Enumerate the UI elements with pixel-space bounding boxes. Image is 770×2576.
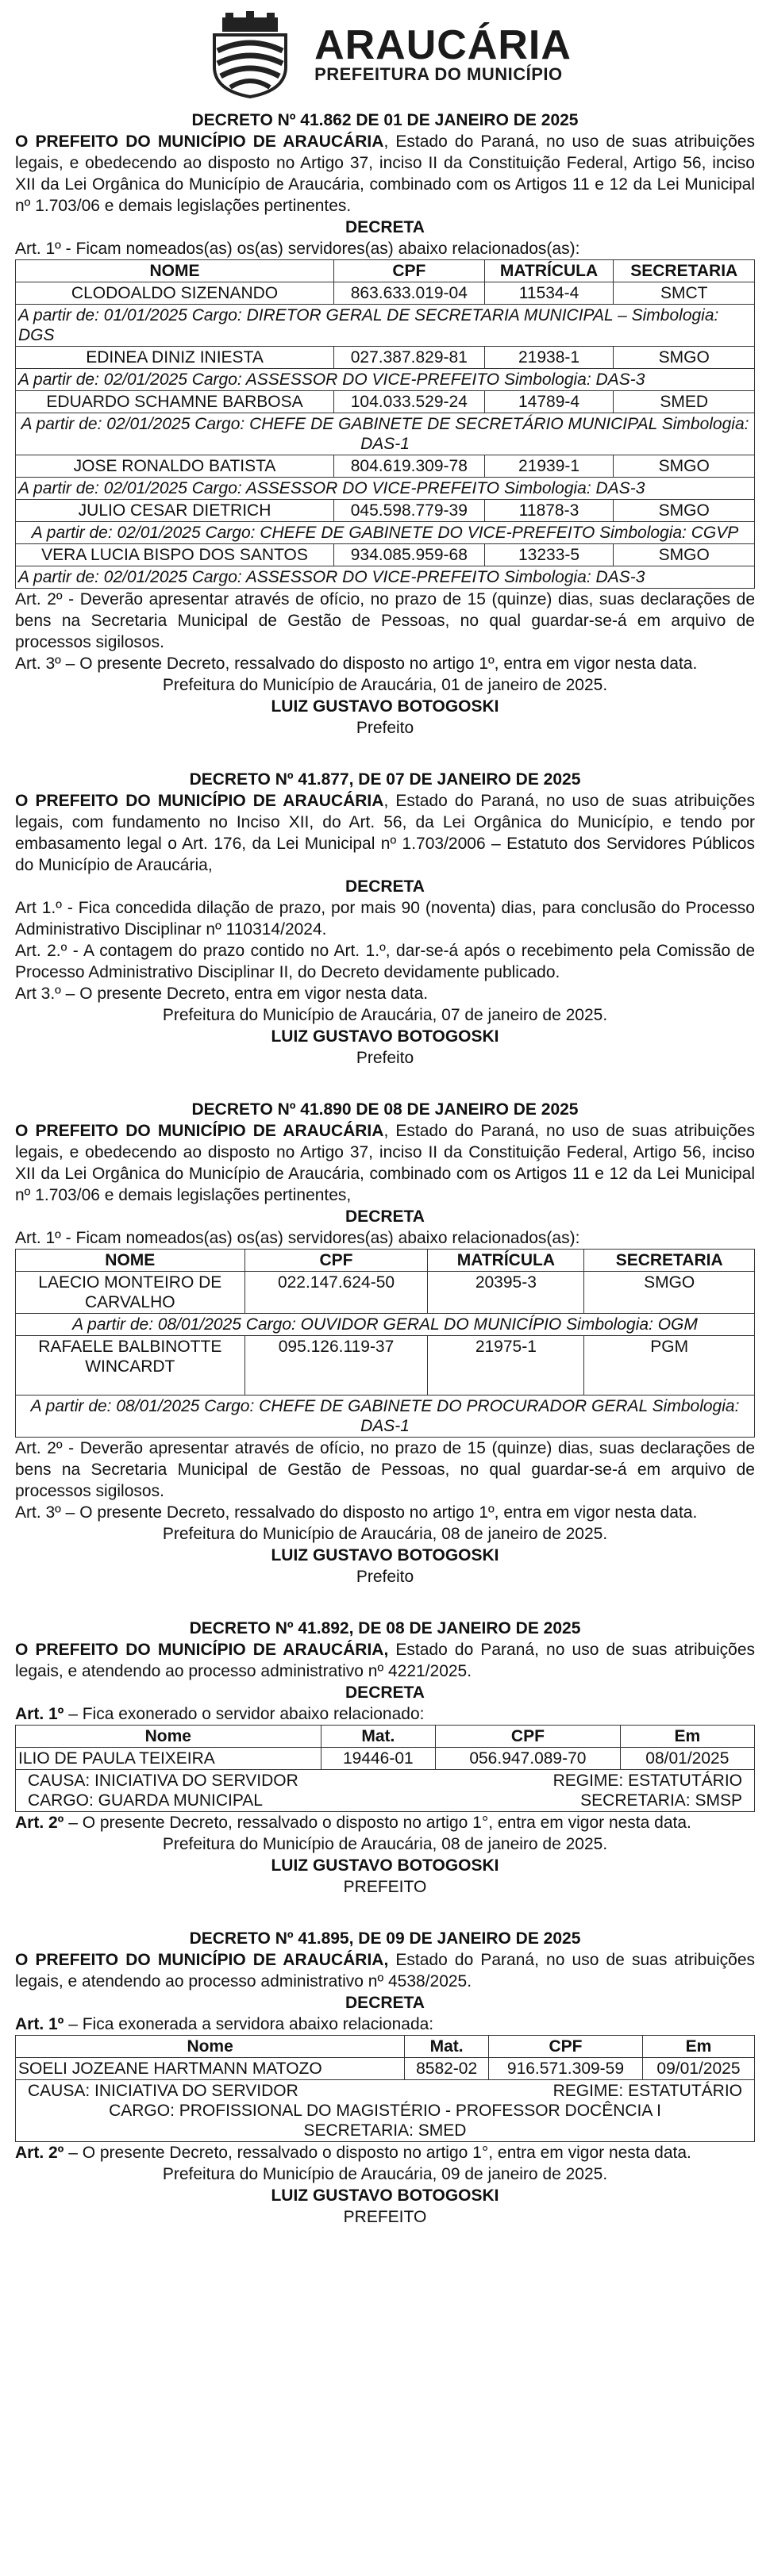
cell-note: A partir de: 01/01/2025 Cargo: DIRETOR GERAL DE SECRETARIA MUNICIPAL – Simbologia: DGS: [16, 305, 755, 347]
col-nome: NOME: [16, 260, 334, 282]
cell-em: 09/01/2025: [642, 2058, 754, 2080]
signer-name: LUIZ GUSTAVO BOTOGOSKI: [271, 1546, 499, 1564]
intro-text: , Estado do Paraná, no uso de suas atribuições legais, e obedecendo ao disposto no Artigo 37, inciso II da Constituição Federal, Artigo 56, inciso XII da Lei Orgânica do Município de Araucária, combinado com os Artigos 11 e 12 da Lei Municipal nº 1.703/06 e demais legislações pertinentes.: [15, 132, 755, 215]
details-cell: [16, 2080, 755, 2142]
table-note-row: [16, 305, 755, 347]
cell-secretaria: SMGO: [614, 455, 755, 478]
exoneration-table: [15, 2035, 755, 2142]
table-note-row: [16, 1395, 755, 1438]
brand-name: ARAUCÁRIA: [314, 22, 572, 68]
col-cpf: CPF: [489, 2036, 643, 2058]
secretaria: SECRETARIA: SMED: [303, 2121, 467, 2140]
col-matricula: MATRÍCULA: [428, 1250, 584, 1272]
table-note-row: [16, 369, 755, 391]
signer-role: Prefeito: [356, 719, 414, 737]
cell-nome: CLODOALDO SIZENANDO: [16, 282, 334, 305]
cell-nome: EDINEA DINIZ INIESTA: [16, 347, 334, 369]
cell-note: A partir de: 02/01/2025 Cargo: ASSESSOR DO VICE-PREFEITO Simbologia: DAS-3: [16, 566, 755, 589]
cell-matricula: 21939-1: [484, 455, 614, 478]
intro-text: Estado do Paraná, no uso de suas atribuições legais, e atendendo ao processo administrativo nº 4538/2025.: [15, 1951, 756, 1991]
decree-41895: [15, 1928, 755, 2228]
place-date: Prefeitura do Município de Araucária, 08 de janeiro de 2025.: [162, 1525, 608, 1543]
cell-nome: JOSE RONALDO BATISTA: [16, 455, 334, 478]
decree-41890: [15, 1099, 755, 1587]
table-detail-row: [16, 1770, 755, 1812]
brand-subtitle: PREFEITURA DO MUNICÍPIO: [314, 64, 563, 84]
article-2: Art. 2º - Deverão apresentar através de ofício, no prazo de 15 (quinze) dias, suas declarações de bens na Secretaria Municipal de Gestão de Pessoas, no qual guardar-se-á em arquivo de processos sigilosos.: [15, 590, 755, 651]
decree-intro: [15, 790, 755, 876]
decreta-heading: DECRETA: [345, 218, 425, 236]
col-cpf: CPF: [334, 260, 485, 282]
col-mat: Mat.: [321, 1726, 436, 1748]
cell-matricula: 14789-4: [484, 391, 614, 413]
col-nome: Nome: [16, 1726, 321, 1748]
article-1: [15, 1703, 755, 1725]
decree-intro: [15, 1949, 755, 1992]
cell-em: 08/01/2025: [620, 1748, 754, 1770]
table-note-row: [16, 1314, 755, 1336]
cell-cpf: 863.633.019-04: [334, 282, 485, 305]
decreta-heading: DECRETA: [345, 877, 425, 896]
col-secretaria: SECRETARIA: [614, 260, 755, 282]
brand: [314, 22, 572, 84]
table-row: [16, 455, 755, 478]
decreta-heading: DECRETA: [345, 1683, 425, 1702]
cell-secretaria: SMGO: [584, 1272, 755, 1314]
cell-note: A partir de: 02/01/2025 Cargo: CHEFE DE GABINETE DE SECRETÁRIO MUNICIPAL Simbologia: DAS-1: [16, 413, 755, 455]
decreta-heading: DECRETA: [345, 1207, 425, 1226]
table-row: [16, 1748, 755, 1770]
municipal-crest-icon: [198, 11, 302, 98]
cell-note: A partir de: 08/01/2025 Cargo: OUVIDOR GERAL DO MUNICÍPIO Simbologia: OGM: [16, 1314, 755, 1336]
decree-title: DECRETO Nº 41.890 DE 08 DE JANEIRO DE 2025: [191, 1100, 579, 1119]
place-date: Prefeitura do Município de Araucária, 07 de janeiro de 2025.: [162, 1006, 608, 1024]
article-text: – O presente Decreto, ressalvado o disposto no artigo 1°, entra em vigor nesta data.: [64, 2144, 691, 2162]
col-nome: NOME: [16, 1250, 245, 1272]
cell-secretaria: SMGO: [614, 347, 755, 369]
intro-bold: O PREFEITO DO MUNICÍPIO DE ARAUCÁRIA: [15, 792, 384, 810]
secretaria: SECRETARIA: SMSP: [580, 1791, 742, 1810]
article-2: Art. 2.º - A contagem do prazo contido no Art. 1.º, dar-se-á após o recebimento pela Comissão de Processo Administrativo Disciplinar II, do Decreto devidamente publicado.: [15, 942, 755, 981]
cell-cpf: 804.619.309-78: [334, 455, 485, 478]
cell-note: A partir de: 02/01/2025 Cargo: CHEFE DE GABINETE DO VICE-PREFEITO Simbologia: CGVP: [16, 522, 755, 544]
signer-name: LUIZ GUSTAVO BOTOGOSKI: [271, 1027, 499, 1046]
decree-title: DECRETO Nº 41.892, DE 08 DE JANEIRO DE 2025: [189, 1619, 581, 1637]
table-note-row: [16, 522, 755, 544]
cell-nome: SOELI JOZEANE HARTMANN MATOZO: [16, 2058, 405, 2080]
table-row: [16, 1336, 755, 1395]
article-1: [15, 2014, 755, 2035]
col-matricula: MATRÍCULA: [484, 260, 614, 282]
table-note-row: [16, 413, 755, 455]
appointees-table: [15, 1249, 755, 1438]
article-2: Art. 2º - Deverão apresentar através de ofício, no prazo de 15 (quinze) dias, suas declarações de bens na Secretaria Municipal de Gestão de Pessoas, no qual guardar-se-á em arquivo de processos sigilosos.: [15, 1439, 755, 1500]
signer-role: Prefeito: [356, 1568, 414, 1586]
cell-secretaria: SMGO: [614, 500, 755, 522]
cell-nome: JULIO CESAR DIETRICH: [16, 500, 334, 522]
intro-bold: O PREFEITO DO MUNICÍPIO DE ARAUCÁRIA,: [15, 1641, 389, 1659]
cell-nome: LAECIO MONTEIRO DE CARVALHO: [16, 1272, 245, 1314]
cargo: CARGO: PROFISSIONAL DO MAGISTÉRIO - PROFESSOR DOCÊNCIA I: [109, 2102, 661, 2120]
cell-cpf: 934.085.959-68: [334, 544, 485, 566]
decree-intro: [15, 131, 755, 217]
decree-41892: [15, 1618, 755, 1898]
article-2: [15, 1812, 755, 1833]
cell-mat: 8582-02: [405, 2058, 489, 2080]
cell-secretaria: SMED: [614, 391, 755, 413]
col-cpf: CPF: [436, 1726, 621, 1748]
intro-text: , Estado do Paraná, no uso de suas atribuições legais, e obedecendo ao disposto no Artigo 37, inciso II da Constituição Federal, Artigo 56, inciso XII da Lei Orgânica do Município de Araucária, combinado com os Artigos 11 e 12 da Lei Municipal nº 1.703/06 e demais legislações pertinentes,: [15, 1122, 755, 1204]
table-row: [16, 2058, 755, 2080]
cell-cpf: 056.947.089-70: [436, 1748, 621, 1770]
causa: CAUSA: INICIATIVA DO SERVIDOR: [28, 2082, 298, 2100]
article-3: Art. 3º – O presente Decreto, ressalvado do disposto no artigo 1º, entra em vigor nesta data.: [15, 655, 698, 673]
article-3: Art 3.º – O presente Decreto, entra em vigor nesta data.: [15, 985, 429, 1003]
place-date: Prefeitura do Município de Araucária, 08 de janeiro de 2025.: [162, 1835, 608, 1853]
place-date: Prefeitura do Município de Araucária, 09 de janeiro de 2025.: [162, 2165, 608, 2183]
decreta-heading: DECRETA: [345, 1994, 425, 2012]
cell-matricula: 11878-3: [484, 500, 614, 522]
appointees-table: [15, 259, 755, 589]
table-row: [16, 500, 755, 522]
article-1: Art. 1º - Ficam nomeados(as) os(as) servidores(as) abaixo relacionados(as):: [15, 1229, 580, 1247]
article-label: Art. 1º: [15, 2015, 64, 2033]
decree-title: DECRETO Nº 41.877, DE 07 DE JANEIRO DE 2025: [189, 770, 581, 789]
decree-intro: [15, 1120, 755, 1206]
cell-note: A partir de: 02/01/2025 Cargo: ASSESSOR DO VICE-PREFEITO Simbologia: DAS-3: [16, 478, 755, 500]
table-row: [16, 391, 755, 413]
cell-nome: EDUARDO SCHAMNE BARBOSA: [16, 391, 334, 413]
cell-cpf: 027.387.829-81: [334, 347, 485, 369]
intro-text: , Estado do Paraná, no uso de suas atribuições legais, com fundamento no Inciso XII, do Art. 56, da Lei Orgânica do Município, e tendo por embasamento legal o Art. 176, da Lei Municipal nº 1.703/2006 – Estatuto dos Servidores Públicos do Município de Araucária,: [15, 792, 755, 874]
cell-note: A partir de: 02/01/2025 Cargo: ASSESSOR DO VICE-PREFEITO Simbologia: DAS-3: [16, 369, 755, 391]
article-2: [15, 2142, 755, 2163]
cell-cpf: 022.147.624-50: [244, 1272, 428, 1314]
table-note-row: [16, 478, 755, 500]
cell-nome: RAFAELE BALBINOTTE WINCARDT: [16, 1336, 245, 1395]
cell-secretaria: SMGO: [614, 544, 755, 566]
cell-cpf: 095.126.119-37: [244, 1336, 428, 1395]
signer-name: LUIZ GUSTAVO BOTOGOSKI: [271, 697, 499, 716]
col-mat: Mat.: [405, 2036, 489, 2058]
cell-matricula: 21938-1: [484, 347, 614, 369]
decree-title: DECRETO Nº 41.862 DE 01 DE JANEIRO DE 2025: [191, 111, 579, 129]
header: [15, 8, 755, 102]
signer-role: PREFEITO: [343, 2208, 427, 2226]
decree-title: DECRETO Nº 41.895, DE 09 DE JANEIRO DE 2025: [189, 1929, 581, 1948]
regime: REGIME: ESTATUTÁRIO: [552, 1772, 742, 1790]
signer-name: LUIZ GUSTAVO BOTOGOSKI: [271, 2186, 499, 2205]
cell-nome: VERA LUCIA BISPO DOS SANTOS: [16, 544, 334, 566]
table-row: [16, 544, 755, 566]
intro-bold: O PREFEITO DO MUNICÍPIO DE ARAUCÁRIA: [15, 132, 384, 151]
article-1: Art. 1º - Ficam nomeados(as) os(as) servidores(as) abaixo relacionados(as):: [15, 240, 580, 258]
cell-matricula: 13233-5: [484, 544, 614, 566]
col-secretaria: SECRETARIA: [584, 1250, 755, 1272]
cell-cpf: 104.033.529-24: [334, 391, 485, 413]
article-label: Art. 2º: [15, 1814, 64, 1832]
signer-name: LUIZ GUSTAVO BOTOGOSKI: [271, 1856, 499, 1875]
table-detail-row: [16, 2080, 755, 2142]
intro-bold: O PREFEITO DO MUNICÍPIO DE ARAUCÁRIA,: [15, 1951, 389, 1969]
causa: CAUSA: INICIATIVA DO SERVIDOR: [28, 1772, 298, 1790]
signer-role: Prefeito: [356, 1049, 414, 1067]
cell-matricula: 11534-4: [484, 282, 614, 305]
article-text: – Fica exonerado o servidor abaixo relacionado:: [64, 1705, 425, 1723]
decree-41877: [15, 769, 755, 1069]
col-em: Em: [642, 2036, 754, 2058]
cell-note: A partir de: 08/01/2025 Cargo: CHEFE DE GABINETE DO PROCURADOR GERAL Simbologia: DAS-1: [16, 1395, 755, 1438]
decree-intro: [15, 1639, 755, 1682]
col-nome: Nome: [16, 2036, 405, 2058]
article-text: – O presente Decreto, ressalvado o disposto no artigo 1°, entra em vigor nesta data.: [64, 1814, 691, 1832]
article-1: Art 1.º - Fica concedida dilação de prazo, por mais 90 (noventa) dias, para conclusão do Processo Administrativo Disciplinar nº 110314/2024.: [15, 899, 755, 939]
exoneration-table: [15, 1725, 755, 1812]
col-em: Em: [620, 1726, 754, 1748]
cell-nome: ILIO DE PAULA TEIXEIRA: [16, 1748, 321, 1770]
table-note-row: [16, 566, 755, 589]
details-cell: [16, 1770, 755, 1812]
intro-text: Estado do Paraná, no uso de suas atribuições legais, e atendendo ao processo administrativo nº 4221/2025.: [15, 1641, 756, 1680]
cell-secretaria: PGM: [584, 1336, 755, 1395]
regime: REGIME: ESTATUTÁRIO: [552, 2082, 742, 2100]
table-row: [16, 1272, 755, 1314]
table-row: [16, 282, 755, 305]
cell-matricula: 21975-1: [428, 1336, 584, 1395]
table-row: [16, 347, 755, 369]
place-date: Prefeitura do Município de Araucária, 01 de janeiro de 2025.: [162, 676, 608, 694]
col-cpf: CPF: [244, 1250, 428, 1272]
cell-cpf: 916.571.309-59: [489, 2058, 643, 2080]
intro-bold: O PREFEITO DO MUNICÍPIO DE ARAUCÁRIA: [15, 1122, 384, 1140]
decree-41862: [15, 109, 755, 739]
article-text: – Fica exonerada a servidora abaixo relacionada:: [64, 2015, 434, 2033]
article-label: Art. 2º: [15, 2144, 64, 2162]
cell-cpf: 045.598.779-39: [334, 500, 485, 522]
signer-role: PREFEITO: [343, 1878, 427, 1896]
cell-mat: 19446-01: [321, 1748, 436, 1770]
cell-matricula: 20395-3: [428, 1272, 584, 1314]
article-3: Art. 3º – O presente Decreto, ressalvado do disposto no artigo 1º, entra em vigor nesta data.: [15, 1503, 698, 1522]
cell-secretaria: SMCT: [614, 282, 755, 305]
cargo: CARGO: GUARDA MUNICIPAL: [28, 1791, 263, 1810]
article-label: Art. 1º: [15, 1705, 64, 1723]
